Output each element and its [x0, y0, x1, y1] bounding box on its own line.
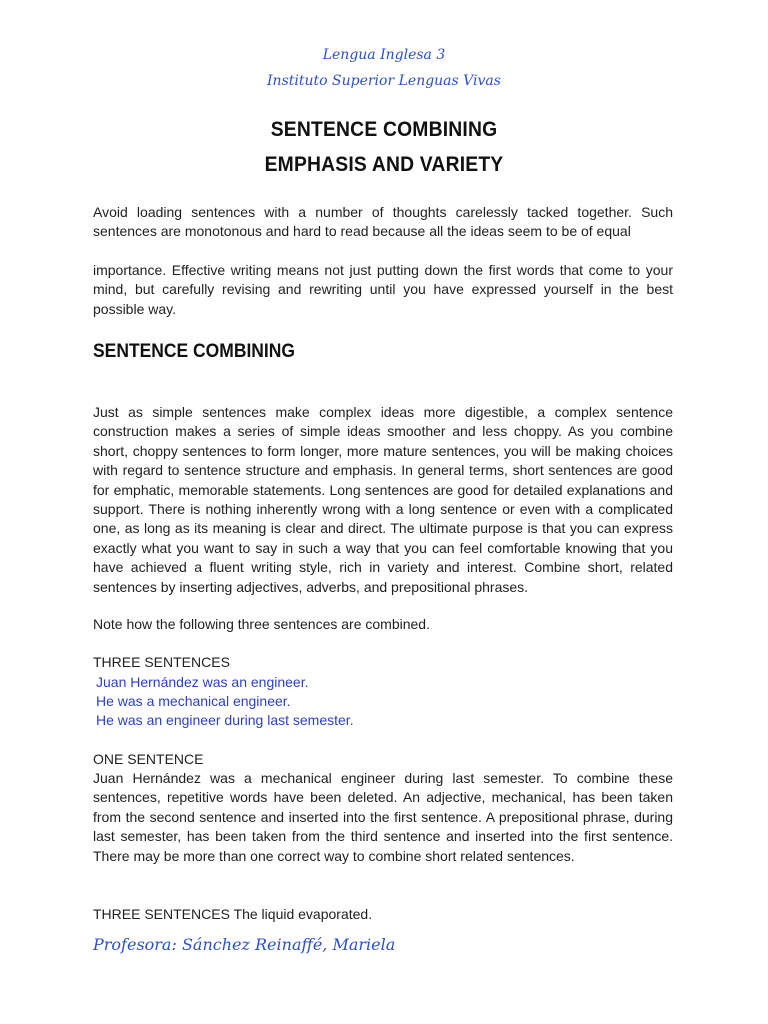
three-sentences-label: THREE SENTENCES	[93, 654, 230, 670]
section-body: Just as simple sentences make complex ideas more digestible, a complex sentence construction makes a series of simple ideas smoother and less choppy. As you combine short, choppy sentences to form longer, more mature sentences, you will be making choices with regard to sentence structure and emphasis. In general terms, short sentences are good for emphatic, memorable statements. Long sentences are good for detailed explanations and support. There is nothing inherently wrong with a long sentence or even with a complicated one, as long as its meaning is clear and direct. The ultimate purpose is that you can express exactly what you want to say in such a way that you can feel comfortable knowing that you have achieved a fluent writing style, rich in variety and interest. Combine short, related sentences by inserting adjectives, adverbs, and prepositional phrases.	[93, 404, 673, 595]
section-note: Note how the following three sentences are combined.	[93, 616, 430, 632]
example-sentence: He was a mechanical engineer.	[96, 693, 291, 709]
section-heading: SENTENCE COMBINING	[93, 341, 296, 362]
document-title: SENTENCE COMBINING	[270, 118, 498, 141]
course-name: Lengua Inglesa 3	[322, 47, 446, 63]
example-sentence: He was an engineer during last semester.	[96, 712, 354, 728]
intro-paragraph-continuation: importance. Effective writing means not just putting down the first words that come to your mind, but carefully revising and rewriting until you have expressed yourself in the best possible way.	[93, 262, 673, 317]
intro-paragraph: Avoid loading sentences with a number of thoughts carelessly tacked together. Such sentences are monotonous and hard to read because all the ideas seem to be of equal	[93, 204, 673, 240]
next-example-line: THREE SENTENCES The liquid evaporated.	[93, 906, 373, 922]
teacher-signature: Profesora: Sánchez Reinaffé, Mariela	[93, 935, 396, 954]
institute-name: Instituto Superior Lenguas Vivas	[267, 73, 501, 89]
one-sentence-label: ONE SENTENCE	[93, 751, 204, 767]
document-subtitle: EMPHASIS AND VARIETY	[264, 153, 504, 176]
example-sentence: Juan Hernández was an engineer.	[96, 674, 309, 690]
one-sentence-paragraph: Juan Hernández was a mechanical engineer during last semester. To combine these sentences, repetitive words have been deleted. An adjective, mechanical, has been taken from the second sentence and inserted into the first sentence. A prepositional phrase, during last semester, has been taken from the third sentence and inserted into the first sentence. There may be more than one correct way to combine short related sentences.	[93, 770, 673, 864]
